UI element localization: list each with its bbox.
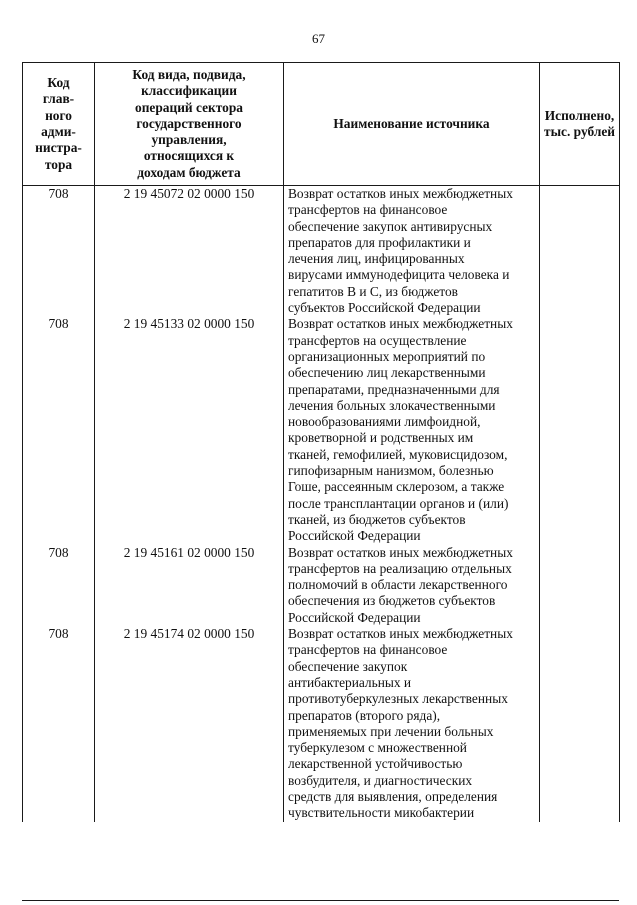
table-row [23, 316, 620, 544]
source-name-line: антибактериальных и [288, 674, 412, 690]
executed-amount-cell [540, 545, 620, 626]
source-name-line: Возврат остатков иных межбюджетных [288, 626, 513, 642]
budget-code-cell: 2 19 45174 02 0000 150 [95, 626, 284, 822]
header-budget-code-line: государственного [136, 115, 242, 131]
header-admin-code [23, 63, 95, 186]
header-executed [540, 63, 620, 186]
source-name-line: Возврат остатков иных межбюджетных [288, 316, 513, 332]
admin-code-cell: 708 [23, 545, 95, 626]
source-name-line: лечения лиц, инфицированных [288, 251, 465, 267]
header-budget-code-line: доходам бюджета [137, 164, 241, 180]
admin-code-cell: 708 [23, 626, 95, 822]
table-row [23, 545, 620, 626]
header-budget-code-line: операций сектора [135, 99, 243, 115]
budget-sources-table [22, 62, 620, 822]
header-budget-code [95, 63, 284, 186]
source-name-cell [284, 545, 540, 626]
page-bottom-rule [22, 900, 619, 901]
source-name-line: Российской Федерации [288, 609, 421, 625]
source-name-line: Российской Федерации [288, 528, 421, 544]
source-name-line: Возврат остатков иных межбюджетных [288, 186, 513, 201]
source-name-line: чувствительности микобактерии [288, 805, 475, 821]
source-name-line: организационных мероприятий по [288, 348, 486, 364]
source-name-line: обеспечение закупок антивирусных [288, 218, 493, 234]
source-name-line: обеспечение закупок [288, 658, 408, 674]
page-number: 67 [312, 31, 325, 46]
source-name-line: туберкулезом с множественной [288, 740, 467, 756]
source-name-line: гепатитов В и С, из бюджетов [288, 283, 458, 299]
source-name-line: Возврат остатков иных межбюджетных [288, 544, 513, 560]
source-name-line: обеспечения из бюджетов субъектов [288, 593, 496, 609]
budget-code-cell: 2 19 45161 02 0000 150 [95, 545, 284, 626]
header-admin-code-line: глав- [42, 91, 75, 107]
source-name-line: Гоше, рассеянным склерозом, а также [288, 479, 505, 495]
source-name-line: обеспечению лиц лекарственными [288, 365, 486, 381]
source-name-line: лекарственной устойчивостью [288, 756, 463, 772]
source-name-line: возбудителя, и диагностических [288, 772, 473, 788]
header-admin-code-line: Код [47, 75, 70, 91]
executed-amount-cell [540, 626, 620, 822]
source-name-line: препаратами, предназначенными для [288, 381, 500, 397]
header-source-name-line: Наименование источника [333, 115, 490, 131]
source-name-line: полномочий в области лекарственного [288, 577, 508, 593]
source-name-line: тканей, гемофилией, муковисцидозом, [288, 446, 508, 462]
source-name-line: кроветворной и родственных им [288, 430, 474, 446]
header-executed-line: тыс. рублей [544, 124, 615, 139]
header-admin-code-line: тора [44, 156, 73, 172]
header-executed-line: Исполнено, [544, 107, 615, 123]
source-name-line: противотуберкулезных лекарственных [288, 691, 508, 707]
source-name-line: трансфертов на реализацию отдельных [288, 560, 512, 576]
source-name-line: препаратов (второго ряда), [288, 707, 441, 723]
header-budget-code-line: классификации [141, 83, 237, 99]
source-name-line: лечения больных злокачественными [288, 397, 496, 413]
executed-amount-cell [540, 186, 620, 317]
table-header-row [23, 63, 620, 186]
table-row [23, 626, 620, 822]
source-name-line: средств для выявления, определения [288, 788, 498, 804]
header-admin-code-line: ного [45, 107, 72, 123]
source-name-line: новообразованиями лимфоидной, [288, 414, 481, 430]
header-budget-code-line: относящихся к [143, 148, 235, 164]
table-body [23, 186, 620, 822]
source-name-cell [284, 316, 540, 544]
source-name-line: трансфертов на финансовое [288, 202, 448, 218]
source-name-line: вирусами иммунодефицита человека и [288, 267, 510, 283]
source-name-line: трансфертов на финансовое [288, 642, 448, 658]
source-name-line: гипофизарным нанизмом, болезнью [288, 463, 494, 479]
budget-code-cell: 2 19 45133 02 0000 150 [95, 316, 284, 544]
header-admin-code-line: нистра- [35, 140, 82, 156]
header-budget-code-line: управления, [151, 132, 227, 148]
header-source-name [284, 63, 540, 186]
source-name-cell [284, 626, 540, 822]
header-budget-code-line: Код вида, подвида, [132, 66, 246, 82]
admin-code-cell: 708 [23, 186, 95, 317]
source-name-line: применяемых при лечении больных [288, 723, 494, 739]
source-name-line: препаратов для профилактики и [288, 234, 471, 250]
admin-code-cell: 708 [23, 316, 95, 544]
source-name-line: после трансплантации органов и (или) [288, 495, 509, 511]
source-name-line: трансфертов на осуществление [288, 332, 467, 348]
source-name-line: тканей, из бюджетов субъектов [288, 511, 466, 527]
source-name-cell [284, 186, 540, 317]
header-admin-code-line: адми- [41, 124, 76, 139]
executed-amount-cell [540, 316, 620, 544]
table-row [23, 186, 620, 317]
budget-code-cell: 2 19 45072 02 0000 150 [95, 186, 284, 317]
source-name-line: субъектов Российской Федерации [288, 300, 481, 316]
